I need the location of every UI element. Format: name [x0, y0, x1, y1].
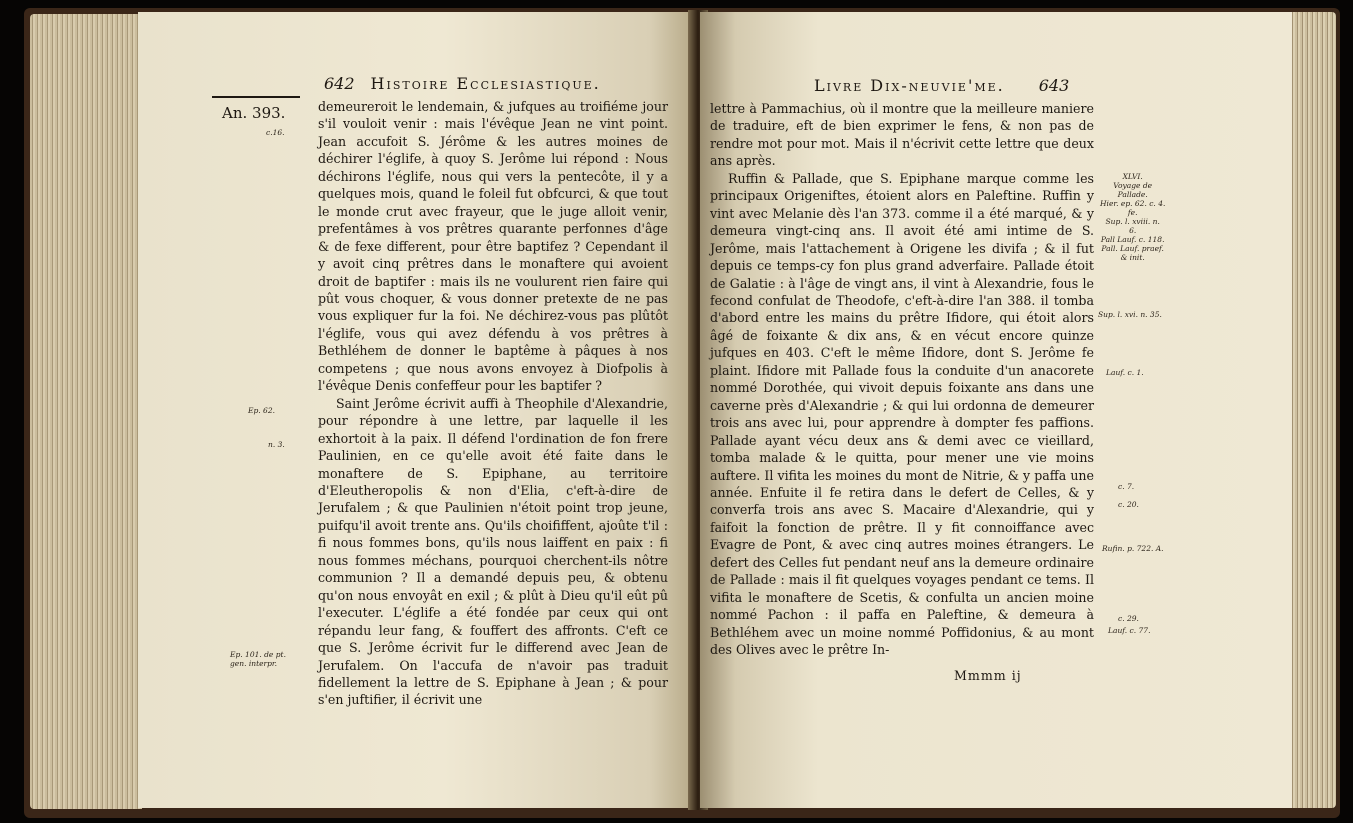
signature-mark: Mmmm ij [954, 668, 1022, 683]
margin-note: Lauf. c. 1. [1106, 368, 1144, 377]
right-page [700, 12, 1292, 808]
left-page [138, 12, 694, 808]
right-running-title: Livre Dix-neuvie'me. [814, 76, 1005, 95]
paragraph: Saint Jerôme écrivit auffi à Theophile d'Alexandrie, pour répondre à une lettre, par laquelle il les exhortoit à la paix. Il défend l'ordination de fon frere Paulinien, en ce qu'elle avoit été faite dans le monaftere de S. Epiphane, au territoire d'Eleutheropolis & non d'Elia, c'eft-à-dire de Jerufalem ; & que Paulinien n'étoit point trop jeune, puifqu'il avoit trente ans. Qu'ils choififfent, ajoûte t'il : fi nous fommes bons, qu'ils nous laiffent en paix : fi nous fommes méchans, pourquoi cherchent-ils nôtre communion ? Il a demandé depuis peu, & obtenu qu'on nous envoyât en exil ; & plût à Dieu qu'il eût pû l'executer. L'églife a été fondée par ceux qui ont répandu leur fang, & fouffert des affronts. C'eft ce que S. Jerôme écrivit fur le differend avec Jean de Jerufalem. On l'accufa de n'avoir pas traduit fidellement la lettre de S. Epiphane à Jean ; & pour s'en juftifier, il écrivit une [318, 395, 668, 708]
right-running-head [814, 76, 1069, 95]
year-label: An. 393. [222, 104, 286, 122]
margin-note: Ep. 101. de pt. gen. interpr. [230, 650, 286, 668]
paragraph: demeureroit le lendemain, & jufques au troifiéme jour s'il vouloit venir : mais l'évêque Jean ne vint point. Jean accufoit S. Jérôme & les autres moines de déchirer l'églife, à quoy S. Jerôme lui répond : Nous déchirons l'églife, nous qui vers la pentecôte, il y a quelques mois, quand le foleil fut obfcurci, & que tout le monde crut avec frayeur, que le juge alloit venir, prefentâmes à vos prêtres quarante perfonnes d'âge & de fexe different, pour être baptifez ? Cependant il y avoit cinq prêtres dans le monaftere qui avoient droit de baptifer : mais ils ne voulurent rien faire qui pût vous choquer, & vous donner pretexte de ne pas vous expliquer fur la foi. Ne déchirez-vous pas plûtôt l'églife, vous qui avez défendu à vos prêtres à Bethléhem de donner le baptême à pâques à nos competens ; que nous avons envoyez à Diofpolis à l'évêque Denis confeffeur pour les baptifer ? [318, 99, 668, 394]
left-running-head [324, 74, 601, 93]
margin-note: c. 29. [1118, 614, 1139, 623]
right-page-number: 643 [1038, 76, 1070, 95]
margin-note: c.16. [266, 128, 285, 137]
margin-note: XLVI. Voyage de Pallade. Hier. ep. 62. c. 4. fe. Sup. l. xviii. n. 6. Pall Lauf. c. 118. Pall. Lauf. praef. & init. [1100, 172, 1166, 262]
margin-note: Ep. 62. [248, 406, 275, 415]
right-body-text [710, 100, 1094, 659]
margin-note: c. 20. [1118, 500, 1139, 509]
left-page-number: 642 [324, 74, 355, 93]
left-body-text [318, 98, 668, 709]
right-page-edges [1290, 12, 1336, 808]
margin-note: Sup. l. xvi. n. 35. [1098, 310, 1162, 319]
margin-note: Rufin. p. 722. A. [1102, 544, 1164, 553]
header-rule [212, 96, 300, 98]
margin-note: c. 7. [1118, 482, 1135, 491]
margin-note: Lauf. c. 77. [1108, 626, 1151, 635]
paragraph: lettre à Pammachius, où il montre que la meilleure maniere de traduire, eft de bien exprimer le fens, & non pas de rendre mot pour mot. Mais il n'écrivit cette lettre que deux ans après. [710, 101, 1094, 169]
left-running-title: Histoire Ecclesiastique. [370, 74, 601, 93]
margin-note: n. 3. [268, 440, 285, 449]
paragraph: Ruffin & Pallade, que S. Epiphane marque comme les principaux Origeniftes, étoient alors en Paleftine. Ruffin y vint avec Melanie dès l'an 373. comme il a été marqué, & y demeura vingt-cinq ans. Il avoit été ami intime de S. Jerôme, mais l'attachement à Origene les divifa ; & il fut depuis ce temps-cy fon plus grand adverfaire. Pallade étoit de Galatie : à l'âge de vingt ans, il vint à Alexandrie, fous le fecond confulat de Theodofe, c'eft-à-dire l'an 388. il tomba d'abord entre les mains du prêtre Ifidore, qui étoit alors âgé de foixante & dix ans, & en vécut encore quinze jufques en 403. C'eft le même Ifidore, dont S. Jerôme fe plaint. Ifidore mit Pallade fous la conduite d'un anacorete nommé Dorothée, qui vivoit depuis foixante ans dans une caverne près d'Alexandrie ; & qui lui ordonna de demeurer trois ans avec lui, pour apprendre à dompter fes paffions. Pallade ayant vécu deux ans & demi avec ce vieillard, tomba malade & le quitta, pour mener une vie moins auftere. Il vifita les moines du mont de Nitrie, & y paffa une année. Enfuite il fe retira dans le defert de Celles, & y converfa trois ans avec S. Macaire d'Alexandrie, qui y faifoit la fonction de prêtre. Il y fit connoiffance avec Evagre de Pont, & avec cinq autres moines étrangers. Le defert des Celles fut pendant neuf ans la demeure ordinaire de Pallade : mais il fit quelques voyages pendant ce tems. Il vifita le monaftere de Scetis, & confulta un ancien moine nommé Pachon : il paffa en Paleftine, & demeura à Bethléhem avec un moine nommé Poffidonius, & au mont des Olives avec le prêtre In- [710, 170, 1094, 658]
left-page-edges [30, 14, 142, 809]
